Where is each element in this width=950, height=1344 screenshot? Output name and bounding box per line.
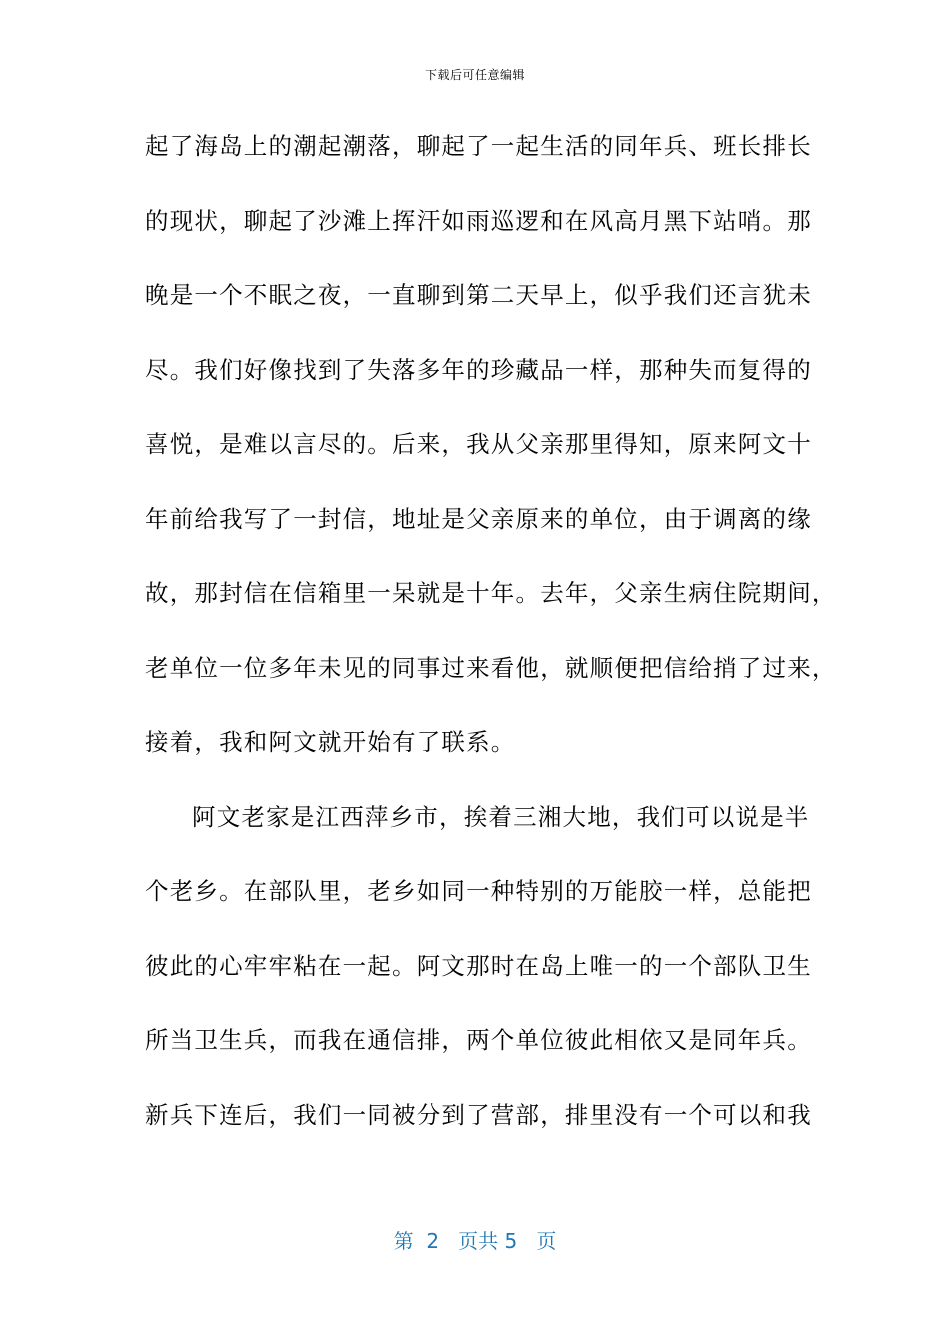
text-line: 尽。我们好像找到了失落多年的珍藏品一样，那种失而复得的 bbox=[145, 355, 812, 384]
text-line: 喜悦，是难以言尽的。后来，我从父亲那里得知，原来阿文十 bbox=[145, 430, 812, 458]
text-line: 老单位一位多年未见的同事过来看他，就顺便把信给捎了过来， bbox=[145, 653, 837, 682]
text-line: 所当卫生兵，而我在通信排，两个单位彼此相依又是同年兵。 bbox=[145, 1026, 812, 1054]
text-line: 新兵下连后，我们一同被分到了营部，排里没有一个可以和我 bbox=[145, 1100, 812, 1129]
text-line: 接着，我和阿文就开始有了联系。 bbox=[145, 728, 516, 756]
text-line: 晚是一个不眠之夜，一直聊到第二天早上，似乎我们还言犹未 bbox=[145, 281, 812, 309]
text-line: 彼此的心牢牢粘在一起。阿文那时在岛上唯一的一个部队卫生 bbox=[145, 951, 812, 980]
paragraph-start-line: 阿文老家是江西萍乡市，挨着三湘大地，我们可以说是半 bbox=[192, 802, 810, 831]
text-line: 起了海岛上的潮起潮落，聊起了一起生活的同年兵、班长排长 bbox=[145, 132, 812, 160]
page-number-footer bbox=[0, 1225, 950, 1254]
text-line: 年前给我写了一封信，地址是父亲原来的单位，由于调离的缘 bbox=[145, 504, 812, 533]
text-line: 的现状，聊起了沙滩上挥汗如雨巡逻和在风高月黑下站哨。那 bbox=[145, 206, 812, 235]
page-header: 下载后可任意编辑 bbox=[424, 68, 525, 82]
text-line: 故，那封信在信箱里一呆就是十年。去年，父亲生病住院期间， bbox=[145, 579, 837, 607]
text-line: 个老乡。在部队里，老乡如同一种特别的万能胶一样，总能把 bbox=[145, 877, 812, 905]
document-body bbox=[145, 128, 837, 1171]
page-number-text: 第 2 页共 5 页 bbox=[393, 1229, 557, 1253]
